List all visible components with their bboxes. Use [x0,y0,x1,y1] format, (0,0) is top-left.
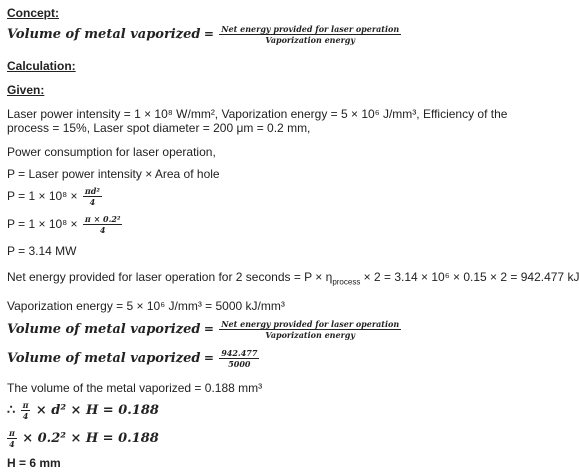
formula-repeat-numerator: Net energy provided for laser operation [221,319,400,329]
formula-equals: = [203,27,214,42]
formula-repeat-denominator: Vaporization energy [265,330,356,341]
given-line-1: Laser power intensity = 1 × 10⁸ W/mm², Vaporization energy = 5 × 10⁶ J/mm³, Efficiency of the [7,107,508,121]
formula-values-equals: = [203,351,214,366]
power-step-2-numerator: π × 0.2² [84,214,121,224]
power-definition: P = Laser power intensity × Area of hole [7,167,220,181]
formula-values [7,349,261,369]
net-energy-prefix: Net energy provided for laser operation for 2 seconds = P × η [7,270,333,284]
power-result: P = 3.14 MW [7,244,77,258]
pi-over-4-fraction-2 [7,429,17,449]
formula-repeat [7,320,403,340]
therefore-symbol: ∴ [7,403,16,419]
power-step-1 [7,187,104,207]
formula-values-denominator: 5000 [228,359,251,370]
final-answer: H = 6 mm [7,456,61,470]
formula-concept [7,25,403,45]
power-step-1-prefix: P = 1 × 10⁸ × [7,189,78,204]
formula-fraction [219,25,401,45]
formula-repeat-fraction [219,320,401,340]
power-step-2-fraction [83,215,123,235]
volume-equation-1 [7,401,159,421]
pi-numerator-1: π [22,400,29,410]
volume-equation-1-suffix: × d² × H = 0.188 [35,403,159,419]
formula-values-fraction [219,349,259,369]
formula-repeat-equals: = [203,322,214,337]
given-heading: Given: [7,83,45,97]
formula-values-numerator: 942.477 [221,348,258,358]
power-step-1-numerator: πd² [84,186,100,196]
power-intro: Power consumption for laser operation, [7,145,216,159]
given-line-2: process = 15%, Laser spot diameter = 200 μm = 0.2 mm, [7,121,311,135]
formula-repeat-lhs: Volume of metal vaporized [7,322,201,338]
pi-over-4-fraction-1 [21,401,31,421]
calculation-heading: Calculation: [7,59,76,73]
power-step-1-denominator: 4 [89,197,96,208]
formula-lhs: Volume of metal vaporized [7,27,201,43]
power-step-2 [7,215,124,235]
pi-numerator-2: π [9,428,15,438]
volume-equation-2 [7,429,159,449]
volume-equation-2-suffix: × 0.2² × H = 0.188 [22,431,159,447]
four-denominator-2: 4 [9,439,15,450]
concept-heading: Concept: [7,6,59,20]
net-energy-line [7,270,579,286]
formula-numerator: Net energy provided for laser operation [221,24,400,34]
volume-result: The volume of the metal vaporized = 0.188 mm³ [7,381,263,395]
eta-subscript: process [332,277,361,287]
power-step-2-prefix: P = 1 × 10⁸ × [7,217,78,232]
four-denominator-1: 4 [22,411,29,422]
power-step-2-denominator: 4 [99,225,106,236]
formula-denominator: Vaporization energy [265,35,356,46]
power-step-1-fraction [83,187,102,207]
formula-values-lhs: Volume of metal vaporized [7,351,201,367]
vaporization-energy-line: Vaporization energy = 5 × 10⁶ J/mm³ = 5000 kJ/mm³ [7,299,285,313]
net-energy-suffix: × 2 = 3.14 × 10⁶ × 0.15 × 2 = 942.477 kJ [360,270,579,284]
